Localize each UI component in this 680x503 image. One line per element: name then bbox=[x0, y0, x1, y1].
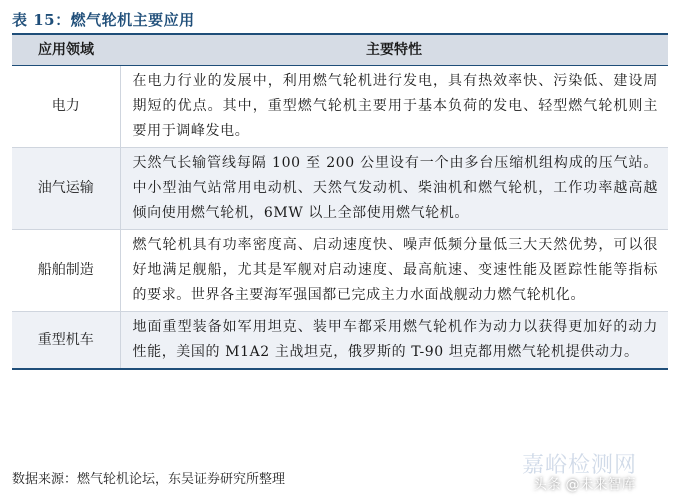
row-desc: 燃气轮机具有功率密度高、启动速度快、噪声低频分量低三大天然优势，可以很好地满足舰船，尤其是军舰对启动速度、最高航速、变速性能及匿踪性能等指标的要求。世界各主要海军强国都已完成主力水面战舰动力燃气轮机化。 bbox=[120, 230, 668, 312]
row-field: 油气运输 bbox=[12, 148, 120, 230]
table-row bbox=[12, 148, 668, 230]
table-row bbox=[12, 66, 668, 148]
row-field: 重型机车 bbox=[12, 312, 120, 370]
table-title: 表 15：燃气轮机主要应用 bbox=[12, 11, 195, 29]
header-features: 主要特性 bbox=[120, 34, 668, 66]
watermark: 嘉峪检测网 bbox=[522, 453, 638, 478]
table-row bbox=[12, 312, 668, 370]
row-desc: 在电力行业的发展中，利用燃气轮机进行发电，具有热效率快、污染低、建设周期短的优点。其中，重型燃气轮机主要用于基本负荷的发电、轻型燃气轮机则主要用于调峰发电。 bbox=[120, 66, 668, 148]
table-header-row bbox=[12, 34, 668, 66]
applications-table bbox=[12, 33, 668, 370]
header-field: 应用领域 bbox=[12, 34, 120, 66]
row-field: 电力 bbox=[12, 66, 120, 148]
source-note: 数据来源：燃气轮机论坛，东吴证券研究所整理 bbox=[12, 472, 286, 487]
row-desc: 地面重型装备如军用坦克、装甲车都采用燃气轮机作为动力以获得更加好的动力性能，美国的 M1A2 主战坦克，俄罗斯的 T-90 坦克都用燃气轮机提供动力。 bbox=[120, 312, 668, 370]
row-field: 船舶制造 bbox=[12, 230, 120, 312]
table-row bbox=[12, 230, 668, 312]
watermark-handle: 头条 @未来智库 bbox=[533, 477, 636, 493]
row-desc: 天然气长输管线每隔 100 至 200 公里设有一个由多台压缩机组构成的压气站。中小型油气站常用电动机、天然气发动机、柴油机和燃气轮机，工作功率越高越倾向使用燃气轮机，6MW 以上全部使用燃气轮机。 bbox=[120, 148, 668, 230]
